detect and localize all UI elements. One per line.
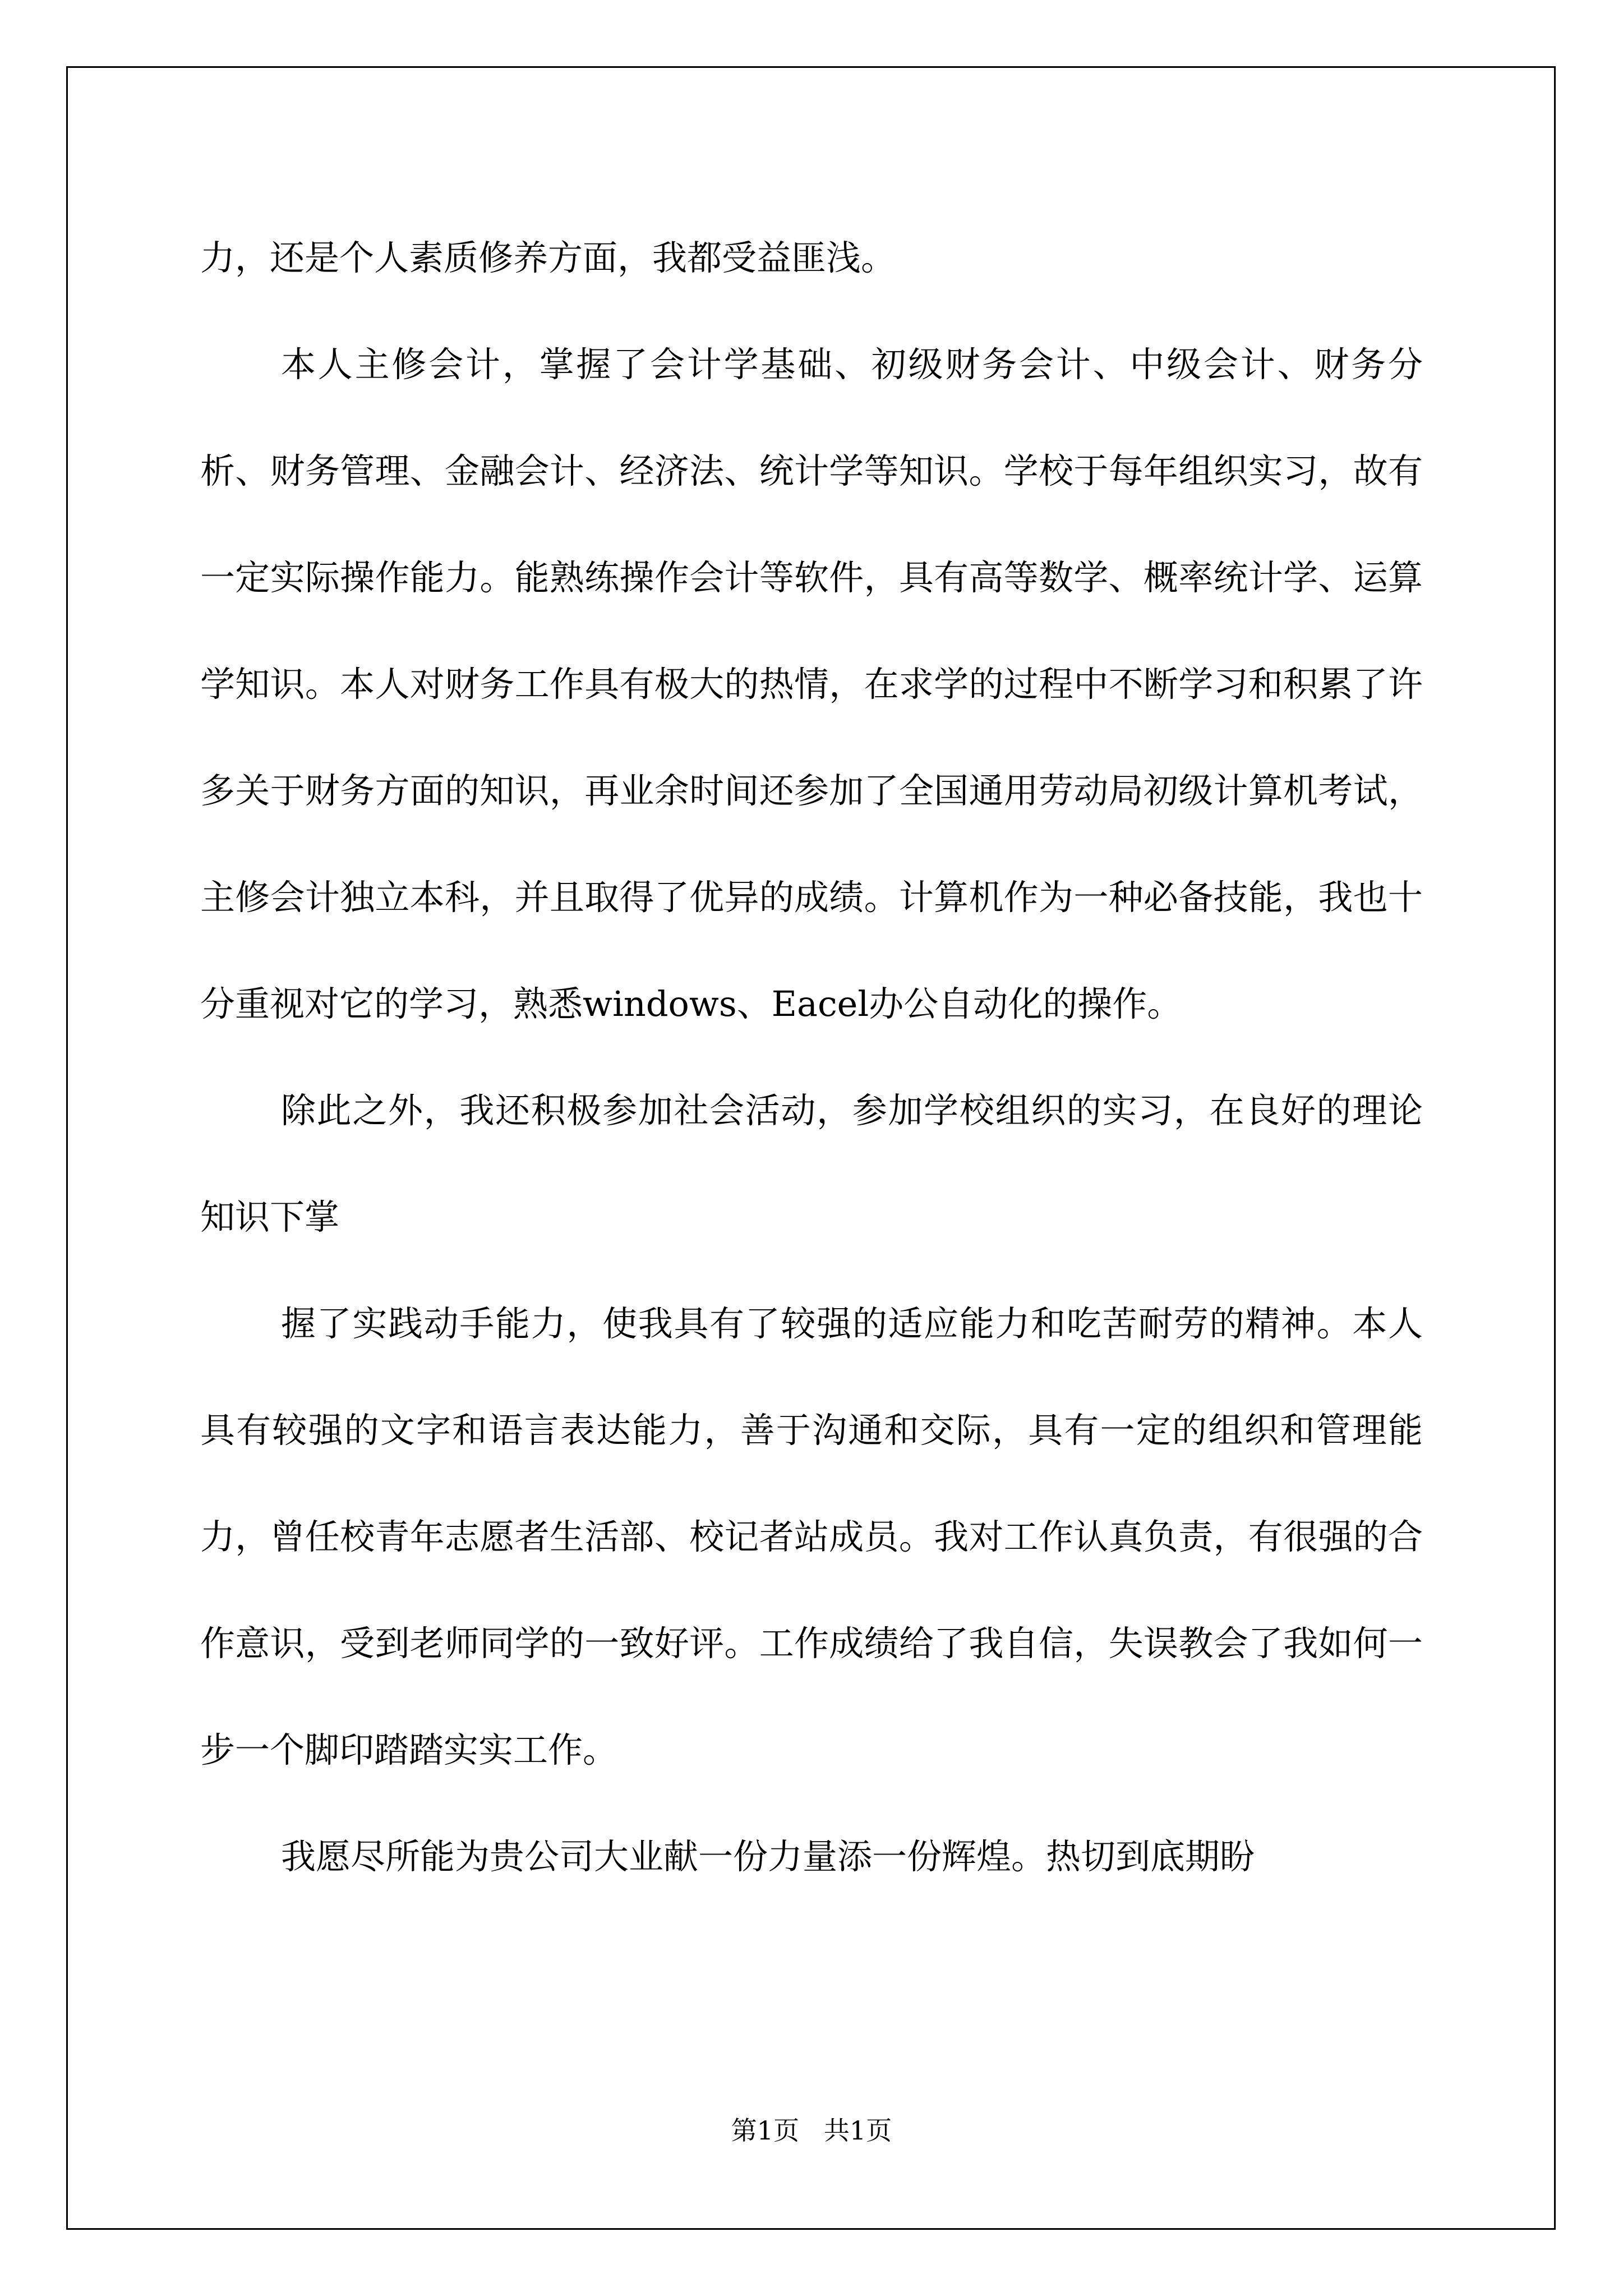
paragraph-2: 本人主修会计，掌握了会计学基础、初级财务会计、中级会计、财务分析、财务管理、金融会计、经济法、统计学等知识。学校于每年组织实习，故有一定实际操作能力。能熟练操作会计等软件，具有高等数学、概率统计学、运算学知识。本人对财务工作具有极大的热情，在求学的过程中不断学习和积累了许多关于财务方面的知识，再业余时间还参加了全国通用劳动局初级计算机考试，主修会计独立本科，并且取得了优异的成绩。计算机作为一种必备技能，我也十分重视对它的学习，熟悉windows、Eacel办公自动化的操作。	[200, 344, 1423, 1024]
paragraph-4: 握了实践动手能力，使我具有了较强的适应能力和吃苦耐劳的精神。本人具有较强的文字和语言表达能力，善于沟通和交际，具有一定的组织和管理能力，曾任校青年志愿者生活部、校记者站成员。我对工作认真负责，有很强的合作意识，受到老师同学的一致好评。工作成绩给了我自信，失误教会了我如何一步一个脚印踏踏实实工作。	[200, 1303, 1423, 1770]
paragraph-3: 除此之外，我还积极参加社会活动，参加学校组织的实习，在良好的理论知识下掌	[200, 1090, 1423, 1237]
page-number-footer: 第1页 共1页	[731, 2115, 892, 2146]
paragraph-1: 力，还是个人素质修养方面，我都受益匪浅。	[200, 237, 896, 278]
document-body	[200, 205, 1423, 1910]
paragraph-5: 我愿尽所能为贵公司大业献一份力量添一份辉煌。热切到底期盼	[281, 1836, 1255, 1877]
